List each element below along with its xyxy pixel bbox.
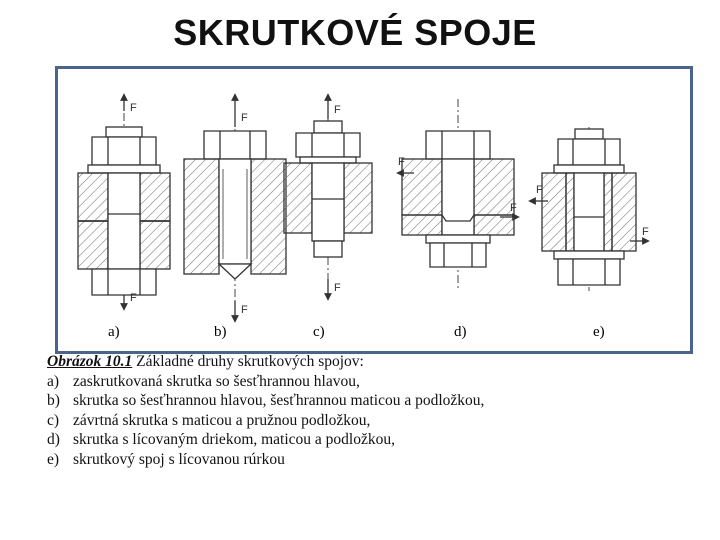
force-label-d-right: F <box>510 202 517 214</box>
force-label-c-bottom: F <box>334 282 341 294</box>
joint-a-drawing <box>78 97 170 309</box>
caption-item-letter: a) <box>47 372 60 390</box>
bolt-joints-drawing <box>58 69 690 351</box>
caption-item-letter: e) <box>47 450 60 468</box>
figure-caption <box>47 352 697 469</box>
force-label-a-top: F <box>130 102 137 114</box>
sub-label-d: d) <box>454 324 467 340</box>
figure-frame <box>55 66 693 354</box>
force-label-e-left: F <box>536 184 543 196</box>
force-label-a-bottom: F <box>130 292 137 304</box>
caption-title: Základné druhy skrutkových spojov: <box>136 353 364 370</box>
sub-label-e: e) <box>593 324 605 340</box>
caption-item-letter: d) <box>47 431 60 448</box>
caption-item-letter: c) <box>47 411 60 429</box>
force-label-b-bottom: F <box>241 304 248 316</box>
force-label-c-top: F <box>334 104 341 116</box>
force-label-e-right: F <box>642 226 649 238</box>
joint-e-drawing <box>532 127 646 291</box>
force-label-b-top: F <box>241 112 248 124</box>
caption-item-e <box>47 450 697 470</box>
caption-item-d <box>47 430 697 450</box>
caption-heading <box>47 352 697 372</box>
joint-c-drawing <box>284 97 372 299</box>
caption-item-b <box>47 391 697 411</box>
caption-item-text: zaskrutkovaná skrutka so šesťhrannou hlavou, <box>73 372 360 390</box>
caption-item-text: závrtná skrutka s maticou a pružnou podložkou, <box>73 411 371 429</box>
caption-prefix: Obrázok 10.1 <box>47 353 133 370</box>
caption-item-text: skrutkový spoj s lícovanou rúrkou <box>73 450 285 468</box>
caption-item-c <box>47 411 697 431</box>
sub-label-b: b) <box>214 324 227 340</box>
caption-item-a <box>47 372 697 392</box>
joint-b-drawing <box>184 97 286 319</box>
sub-label-c: c) <box>313 324 325 340</box>
caption-item-letter: b) <box>47 392 60 409</box>
caption-item-text: skrutka so šesťhrannou hlavou, šesťhrannou maticou a podložkou, <box>73 392 485 409</box>
force-label-d-left: F <box>398 156 405 168</box>
joint-d-drawing <box>400 99 516 289</box>
sub-label-a: a) <box>108 324 120 340</box>
slide-title: SKRUTKOVÉ SPOJE <box>173 12 537 53</box>
caption-item-text: skrutka s lícovaným driekom, maticou a podložkou, <box>73 431 395 448</box>
